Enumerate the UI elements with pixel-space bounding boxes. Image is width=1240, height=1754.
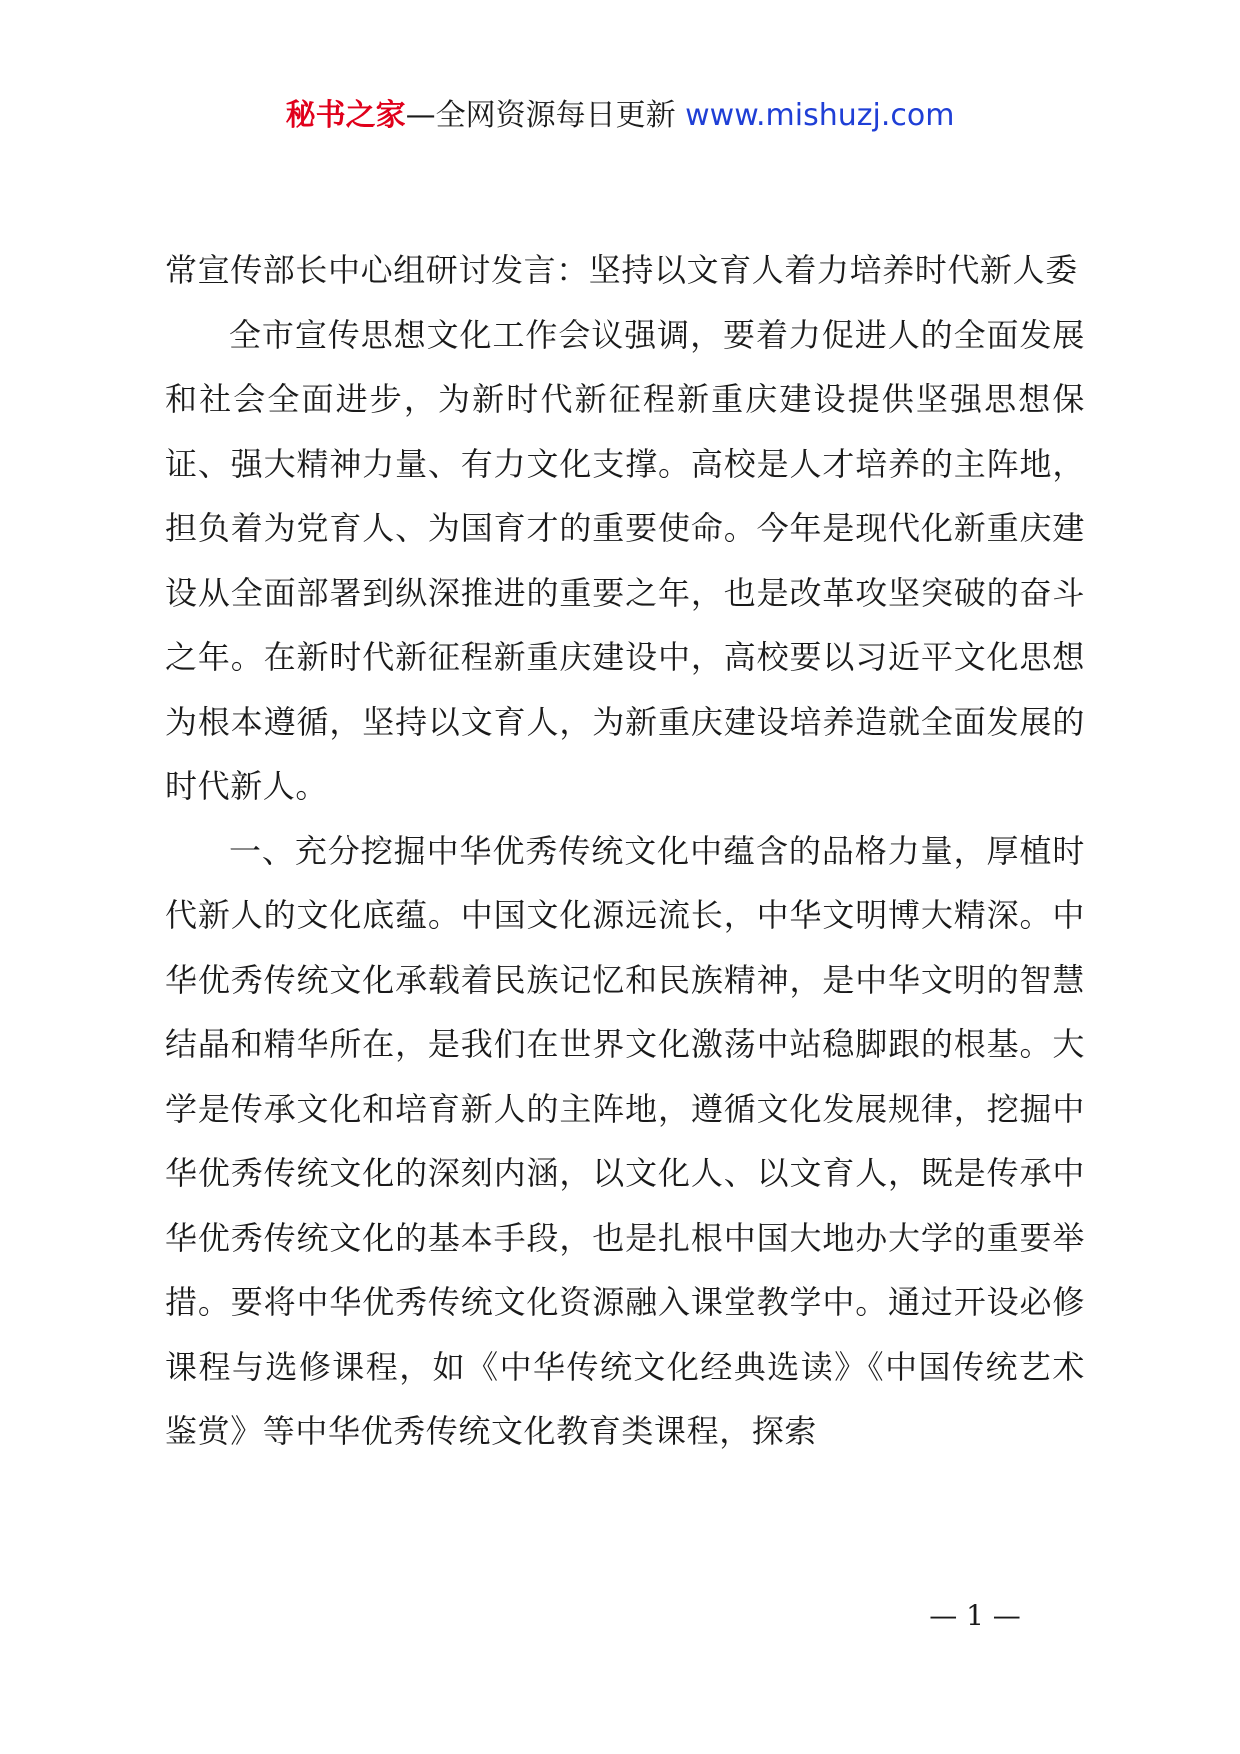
page-header xyxy=(0,96,1240,136)
header-tagline: —全网资源每日更新 xyxy=(405,98,676,133)
header-url-link[interactable]: www.mishuzj.com xyxy=(685,98,955,133)
page-number: — 1 — xyxy=(929,1599,1021,1632)
paragraph-section-one: 一、充分挖掘中华优秀传统文化中蕴含的品格力量，厚植时代新人的文化底蕴。中国文化源远流长，中华文明博大精深。中华优秀传统文化承载着民族记忆和民族精神，是中华文明的智慧结晶和精华所在，是我们在世界文化激荡中站稳脚跟的根基。大学是传承文化和培育新人的主阵地，遵循文化发展规律，挖掘中华优秀传统文化的深刻内涵，以文化人、以文育人，既是传承中华优秀传统文化的基本手段，也是扎根中国大地办大学的重要举措。要将中华优秀传统文化资源融入课堂教学中。通过开设必修课程与选修课程，如《中华传统文化经典选读》《中国传统艺术鉴赏》等中华优秀传统文化教育类课程，探索 xyxy=(165,831,1085,1450)
document-body xyxy=(165,238,1085,1464)
document-title: 常宣传部长中心组研讨发言：坚持以文育人着力培养时代新人委 xyxy=(165,251,1078,289)
paragraph-intro: 全市宣传思想文化工作会议强调，要着力促进人的全面发展和社会全面进步，为新时代新征程新重庆建设提供坚强思想保证、强大精神力量、有力文化支撑。高校是人才培养的主阵地，担负着为党育人、为国育才的重要使命。今年是现代化新重庆建设从全面部署到纵深推进的重要之年，也是改革攻坚突破的奋斗之年。在新时代新征程新重庆建设中，高校要以习近平文化思想为根本遵循，坚持以文育人，为新重庆建设培养造就全面发展的时代新人。 xyxy=(165,315,1085,805)
header-brand: 秘书之家 xyxy=(285,98,406,133)
